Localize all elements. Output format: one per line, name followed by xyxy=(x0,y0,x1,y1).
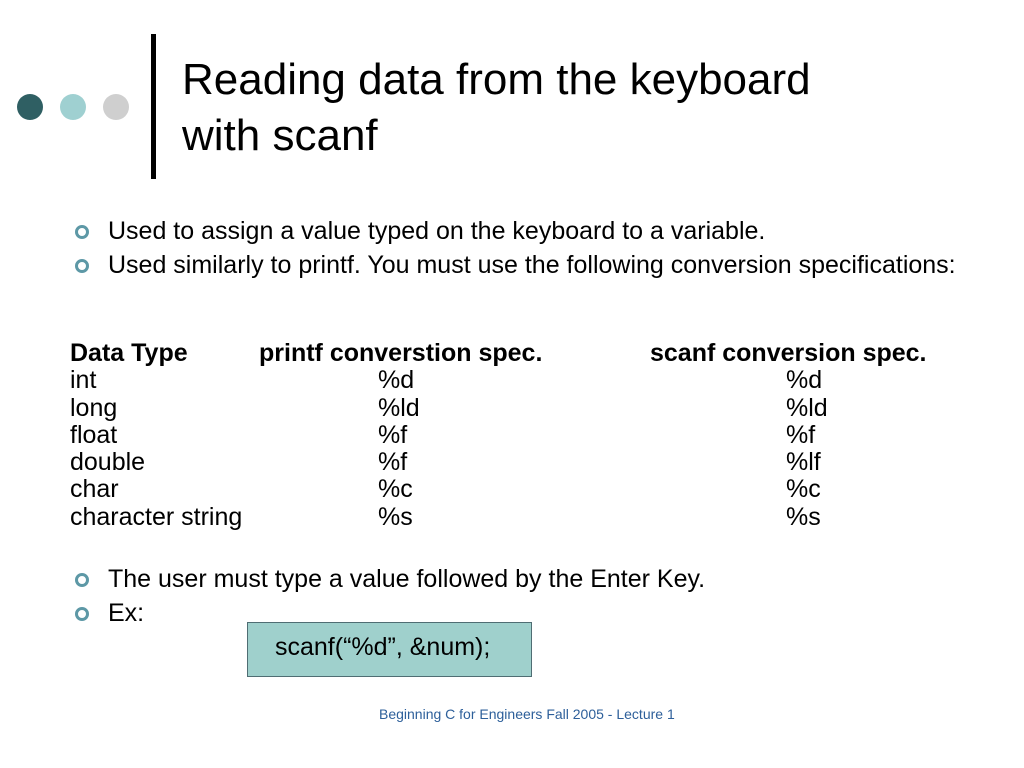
cell-printf-spec: %s xyxy=(378,502,413,531)
bullet-text: Ex: xyxy=(108,599,145,627)
cell-data-type: double xyxy=(70,448,146,477)
header-data-type: Data Type xyxy=(70,339,188,367)
table-row xyxy=(70,422,990,449)
bullet-item xyxy=(108,217,968,245)
bullet-item xyxy=(108,251,968,279)
table-row xyxy=(70,395,990,422)
bullet-icon xyxy=(75,259,89,273)
table-row xyxy=(70,449,990,476)
title-divider xyxy=(151,34,156,179)
cell-data-type: float xyxy=(70,420,118,449)
cell-data-type: int xyxy=(70,366,97,395)
slide-title xyxy=(182,52,962,164)
bullet-icon xyxy=(75,573,89,587)
bullet-item xyxy=(108,565,968,593)
cell-printf-spec: %f xyxy=(378,420,408,449)
bullet-icon xyxy=(75,225,89,239)
cell-scanf-spec: %c xyxy=(786,475,821,504)
cell-scanf-spec: %ld xyxy=(786,393,828,422)
slide-footer: Beginning C for Engineers Fall 2005 - Lecture 1 xyxy=(379,706,675,722)
cell-printf-spec: %c xyxy=(378,475,413,504)
cell-scanf-spec: %f xyxy=(786,420,816,449)
bullet-item xyxy=(108,599,968,627)
cell-scanf-spec: %lf xyxy=(786,448,821,477)
table-header-row xyxy=(70,340,990,367)
header-printf-spec: printf converstion spec. xyxy=(259,339,543,367)
conversion-spec-table xyxy=(70,340,990,531)
decorative-dot-light xyxy=(60,94,86,120)
table-row xyxy=(70,367,990,394)
cell-data-type: char xyxy=(70,475,119,504)
bullet-text: Used to assign a value typed on the keyboard to a variable. xyxy=(108,217,766,245)
cell-printf-spec: %ld xyxy=(378,393,420,422)
bullet-icon xyxy=(75,607,89,621)
cell-scanf-spec: %d xyxy=(786,366,823,395)
title-line-1: Reading data from the keyboard xyxy=(182,55,811,104)
table-row xyxy=(70,504,990,531)
title-line-2: with scanf xyxy=(182,111,378,160)
code-example-text: scanf(“%d”, &num); xyxy=(275,633,491,661)
cell-printf-spec: %d xyxy=(378,366,415,395)
bullet-text: The user must type a value followed by the Enter Key. xyxy=(108,565,706,593)
cell-printf-spec: %f xyxy=(378,448,408,477)
bullet-text: Used similarly to printf. You must use the following conversion specifications: xyxy=(108,251,956,279)
decorative-dot-grey xyxy=(103,94,129,120)
cell-scanf-spec: %s xyxy=(786,502,821,531)
decorative-dot-dark xyxy=(17,94,43,120)
header-scanf-spec: scanf conversion spec. xyxy=(650,339,927,367)
cell-data-type: character string xyxy=(70,502,243,531)
cell-data-type: long xyxy=(70,393,118,422)
table-row xyxy=(70,476,990,503)
